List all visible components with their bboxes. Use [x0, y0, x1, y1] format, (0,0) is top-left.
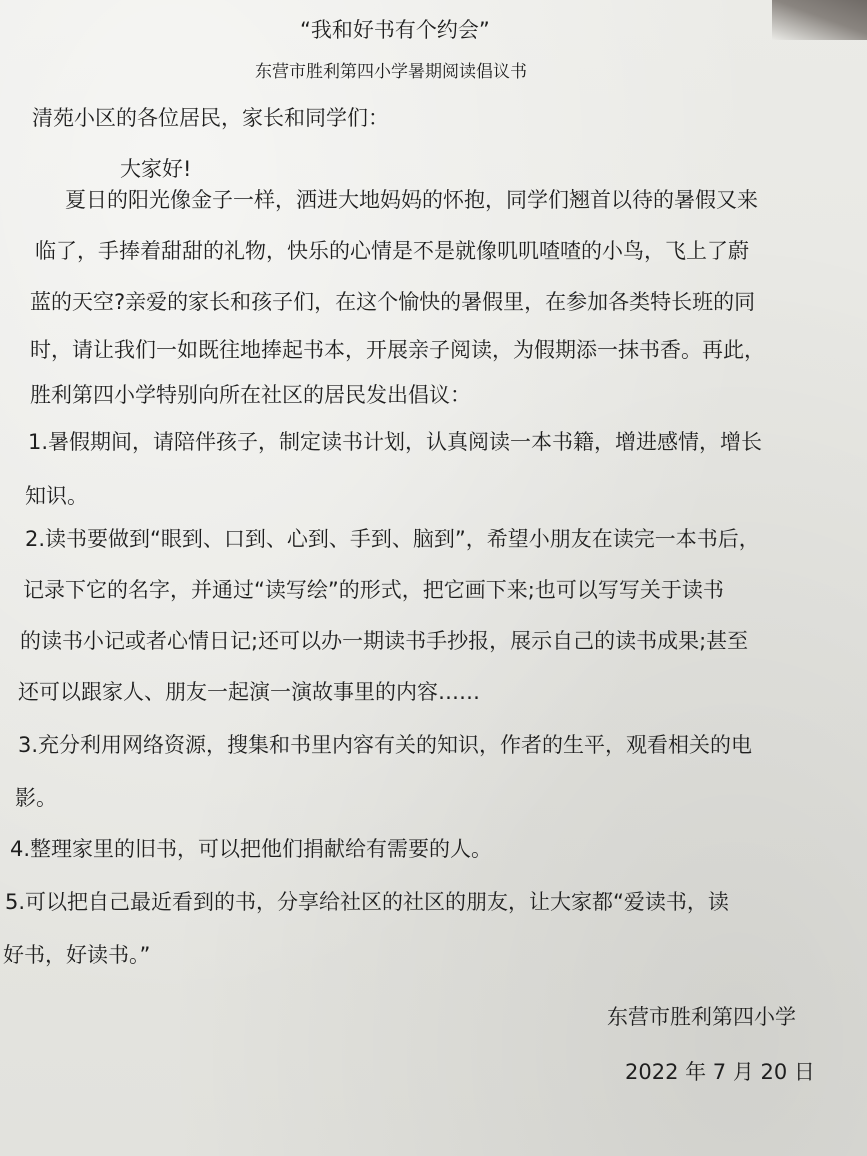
proposal-item-2-line: 还可以跟家人、朋友一起演一演故事里的内容…… [18, 680, 480, 704]
background-surface [772, 0, 867, 40]
document-subtitle: 东营市胜利第四小学暑期阅读倡议书 [255, 62, 527, 82]
proposal-item-3-line: 3.充分利用网络资源，搜集和书里内容有关的知识，作者的生平，观看相关的电 [18, 733, 753, 757]
proposal-item-5-line: 5.可以把自己最近看到的书，分享给社区的社区的朋友，让大家都“爱读书，读 [5, 890, 729, 914]
document-date: 2022 年 7 月 20 日 [625, 1060, 815, 1084]
proposal-item-2-line: 的读书小记或者心情日记;还可以办一期读书手抄报，展示自己的读书成果;甚至 [20, 629, 749, 653]
paragraph-line: 胜利第四小学特别向所在社区的居民发出倡议： [30, 383, 471, 407]
paragraph-line: 时，请让我们一如既往地捧起书本，开展亲子阅读，为假期添一抹书香。再此， [30, 338, 765, 362]
proposal-item-2-line: 2.读书要做到“眼到、口到、心到、手到、脑到”，希望小朋友在读完一本书后， [25, 527, 760, 551]
proposal-item-5-line: 好书，好读书。” [3, 943, 151, 967]
salutation: 清苑小区的各位居民，家长和同学们： [32, 106, 389, 130]
proposal-item-1-line: 1.暑假期间，请陪伴孩子，制定读书计划，认真阅读一本书籍，增进感情，增长 [28, 430, 763, 454]
proposal-item-2-line: 记录下它的名字，并通过“读写绘”的形式，把它画下来;也可以写写关于读书 [23, 578, 724, 602]
proposal-item-4-line: 4.整理家里的旧书，可以把他们捐献给有需要的人。 [10, 837, 493, 861]
paragraph-line: 临了，手捧着甜甜的礼物，快乐的心情是不是就像叽叽喳喳的小鸟，飞上了蔚 [35, 239, 749, 263]
paragraph-line: 蓝的天空?亲爱的家长和孩子们，在这个愉快的暑假里，在参加各类特长班的同 [30, 290, 756, 314]
document-title: “我和好书有个约会” [300, 18, 490, 42]
proposal-item-3-line: 影。 [15, 786, 57, 810]
hello-line: 大家好! [120, 157, 192, 181]
proposal-item-1-line: 知识。 [25, 484, 88, 508]
signature: 东营市胜利第四小学 [607, 1005, 796, 1029]
paragraph-line: 夏日的阳光像金子一样，洒进大地妈妈的怀抱，同学们翘首以待的暑假又来 [65, 188, 758, 212]
